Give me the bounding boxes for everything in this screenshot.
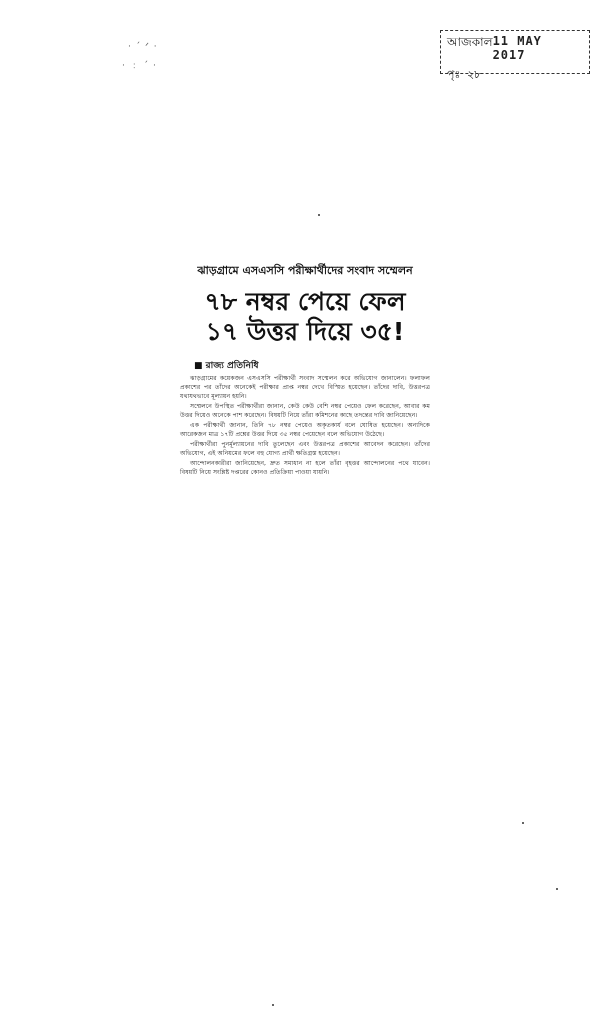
scan-artifact: · ﹕ ˊ · [122,61,157,71]
stamp-label: আজকাল [447,35,493,49]
headline [180,287,430,346]
kicker: ঝাড়গ্রামে এসএসসি পরীক্ষার্থীদের সংবাদ সম্মেলন [197,264,413,277]
stamp-date: 11 MAY 2017 [492,34,542,62]
speck [522,822,524,824]
article-paragraph: আন্দোলনকারীরা জানিয়েছেন, দ্রুত সমাধান না হলে তাঁরা বৃহত্তর আন্দোলনের পথে যাবেন। বিষয়টি নিয়ে সংশ্লিষ্ট দপ্তরের কোনও প্রতিক্রিয়া পাওয়া যায়নি। [180,459,430,476]
speck [318,214,320,216]
headline-line-1: ৭৮ নম্বর পেয়ে ফেল [204,287,406,316]
speck [272,1004,274,1006]
article-body [180,375,430,478]
article-paragraph: সম্মেলনে উপস্থিত পরীক্ষার্থীরা জানান, কেউ কেউ বেশি নম্বর পেয়েও ফেল করেছেন, আবার কম উত্তর দিয়েও অনেকে পাশ করেছেন। বিষয়টি নিয়ে তাঁরা কমিশনের কাছে তদন্তের দাবি জানিয়েছেন। [180,402,430,419]
date-stamp [440,30,590,81]
scan-artifact: · ˊ ᐟ · [128,42,158,52]
newspaper-clipping [180,262,430,479]
stamp-page: পৃঃ ২৮ [447,68,482,81]
article-paragraph: ঝাড়গ্রামের কয়েকজন এসএসসি পরীক্ষার্থী সংবাদ সম্মেলন করে অভিযোগ জানালেন। ফলাফল প্রকাশের পর তাঁদের অনেকেই পরীক্ষার প্রাপ্ত নম্বর দেখে বিস্মিত হয়েছেন। তাঁদের দাবি, উত্তরপত্র যথাযথভাবে মূল্যায়ন হয়নি। [180,375,430,400]
article-paragraph: পরীক্ষার্থীরা পুনর্মূল্যায়নের দাবি তুলেছেন এবং উত্তরপত্র প্রকাশের আবেদন করেছেন। তাঁদের অভিযোগ, এই অনিয়মের ফলে বহু যোগ্য প্রার্থী ক্ষতিগ্রস্ত হয়েছেন। [180,440,430,457]
article-paragraph: এক পরীক্ষার্থী জানান, তিনি ৭৮ নম্বর পেয়েও অকৃতকার্য বলে ঘোষিত হয়েছেন। অন্যদিকে আরেকজন মাত্র ১৭টি প্রশ্নের উত্তর দিয়ে ৩৫ নম্বর পেয়েছেন বলে অভিযোগ উঠেছে। [180,421,430,438]
speck [556,888,558,890]
byline: ■ রাজ্য প্রতিনিধি [194,361,259,371]
headline-line-2: ১৭ উত্তর দিয়ে ৩৫! [205,316,405,346]
